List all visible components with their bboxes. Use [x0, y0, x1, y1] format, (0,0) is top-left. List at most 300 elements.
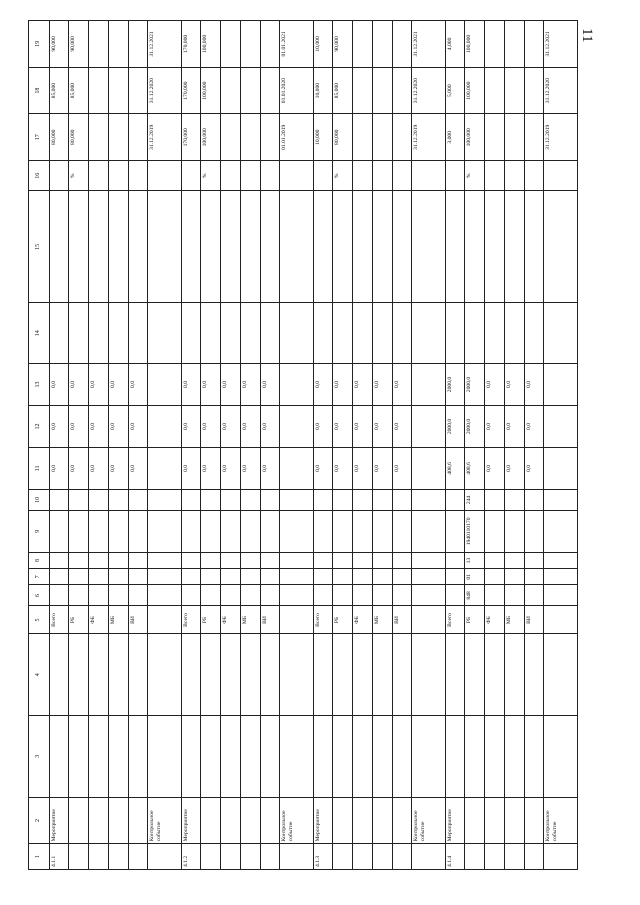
table-cell: 0,0 [69, 364, 89, 406]
table-row [524, 21, 544, 870]
table-cell [372, 191, 392, 303]
table-cell [108, 510, 128, 552]
table-cell [128, 716, 148, 798]
table-cell: 0,0 [128, 447, 148, 489]
table-cell: 170,000 [181, 67, 201, 114]
table-cell [49, 191, 69, 303]
table-cell: МБ [504, 606, 524, 634]
table-cell: 2000,0 [465, 405, 485, 447]
table-cell [504, 510, 524, 552]
table-cell: 85,000 [69, 67, 89, 114]
table-cell [524, 634, 544, 716]
table-cell [260, 114, 280, 161]
table-cell [445, 303, 465, 364]
column-number: 2 [29, 797, 50, 844]
table-cell: 408,6 [445, 447, 465, 489]
table-cell [353, 634, 373, 716]
table-cell: Всего [181, 606, 201, 634]
table-cell: 2000,0 [445, 364, 465, 406]
table-cell [128, 67, 148, 114]
table-cell [280, 585, 313, 606]
table-cell [221, 161, 241, 191]
table-cell [181, 585, 201, 606]
table-row [49, 21, 69, 870]
table-cell [412, 510, 445, 552]
table-cell: 100,000 [465, 67, 485, 114]
table-row [412, 21, 445, 870]
table-cell [465, 303, 485, 364]
table-cell [333, 797, 353, 844]
table-cell [313, 716, 333, 798]
table-cell [181, 191, 201, 303]
table-row [148, 21, 181, 870]
table-cell [392, 569, 412, 585]
table-cell [313, 634, 333, 716]
table-cell: 10,000 [313, 67, 333, 114]
table-row [280, 21, 313, 870]
table-cell [445, 716, 465, 798]
table-cell [108, 552, 128, 568]
table-cell: Контрольное событие [148, 797, 181, 844]
table-cell [544, 844, 578, 870]
table-cell [412, 569, 445, 585]
table-cell: 0,0 [313, 364, 333, 406]
table-cell [260, 797, 280, 844]
table-cell [240, 585, 260, 606]
table-cell [353, 569, 373, 585]
table-cell [221, 569, 241, 585]
table-cell: 0,0 [392, 364, 412, 406]
table-cell: 31.12.2019 [148, 114, 181, 161]
table-cell: Мероприятие [49, 797, 69, 844]
table-cell [372, 161, 392, 191]
table-cell [108, 161, 128, 191]
table-cell [108, 797, 128, 844]
table-cell: ФБ [89, 606, 109, 634]
table-cell: 0,0 [89, 447, 109, 489]
table-cell [260, 716, 280, 798]
table-cell [485, 634, 505, 716]
table-cell [485, 114, 505, 161]
table-cell [485, 552, 505, 568]
table-cell: 0,0 [333, 447, 353, 489]
table-cell [69, 569, 89, 585]
table-cell: 31.12.2021 [544, 21, 578, 68]
table-cell: 0,0 [392, 447, 412, 489]
table-cell [260, 67, 280, 114]
table-cell [221, 510, 241, 552]
column-number: 7 [29, 569, 50, 585]
table-row [465, 21, 485, 870]
table-row [201, 21, 221, 870]
table-cell [313, 161, 333, 191]
table-row [544, 21, 578, 870]
table-cell [240, 191, 260, 303]
table-cell [372, 634, 392, 716]
table-cell [353, 716, 373, 798]
rotated-table-wrapper [28, 20, 578, 870]
table-cell: 100,000 [201, 67, 221, 114]
table-cell [181, 634, 201, 716]
table-cell [333, 585, 353, 606]
table-cell [392, 21, 412, 68]
table-cell [240, 21, 260, 68]
column-number: 6 [29, 585, 50, 606]
table-cell [69, 844, 89, 870]
table-cell [221, 67, 241, 114]
table-cell: 0,0 [504, 364, 524, 406]
table-cell: 0,0 [221, 405, 241, 447]
table-cell: 0,0 [260, 447, 280, 489]
table-cell [221, 844, 241, 870]
table-cell [49, 634, 69, 716]
table-cell [148, 552, 181, 568]
column-number-row [29, 21, 50, 870]
column-number: 17 [29, 114, 50, 161]
table-cell [128, 510, 148, 552]
table-cell [353, 797, 373, 844]
column-number: 15 [29, 191, 50, 303]
table-cell: 1940110170 [465, 510, 485, 552]
table-cell [313, 510, 333, 552]
table-cell [524, 191, 544, 303]
table-cell: ВИ [260, 606, 280, 634]
table-cell [412, 364, 445, 406]
table-cell: ВИ [524, 606, 544, 634]
table-cell [89, 844, 109, 870]
table-cell [485, 510, 505, 552]
table-cell [148, 364, 181, 406]
table-cell [445, 552, 465, 568]
table-cell: 0,0 [504, 447, 524, 489]
table-cell [412, 585, 445, 606]
table-cell [201, 844, 221, 870]
table-cell: 10,000 [313, 21, 333, 68]
column-number: 11 [29, 447, 50, 489]
table-cell [240, 114, 260, 161]
table-cell: 0,0 [49, 405, 69, 447]
table-cell [221, 716, 241, 798]
table-cell: 4.1.4 [445, 844, 465, 870]
table-cell [465, 191, 485, 303]
table-cell [313, 585, 333, 606]
table-row [504, 21, 524, 870]
table-cell: 0,0 [372, 364, 392, 406]
table-cell: 0,0 [221, 447, 241, 489]
table-cell [392, 114, 412, 161]
table-cell [372, 716, 392, 798]
table-cell: % [69, 161, 89, 191]
column-number: 19 [29, 21, 50, 68]
column-number: 3 [29, 716, 50, 798]
table-cell [49, 510, 69, 552]
table-cell [148, 447, 181, 489]
table-cell [108, 716, 128, 798]
table-cell: 0,0 [128, 364, 148, 406]
table-cell [504, 797, 524, 844]
table-cell: 0,0 [313, 447, 333, 489]
table-row [108, 21, 128, 870]
table-cell [392, 797, 412, 844]
table-cell: Контрольное событие [544, 797, 578, 844]
table-cell: 10,000 [313, 114, 333, 161]
table-row [313, 21, 333, 870]
table-cell [544, 447, 578, 489]
table-cell [544, 510, 578, 552]
table-cell [544, 405, 578, 447]
table-cell [240, 552, 260, 568]
table-cell: 0,0 [524, 364, 544, 406]
table-cell [504, 489, 524, 510]
table-cell: 100,000 [465, 114, 485, 161]
table-cell [89, 585, 109, 606]
table-cell: 90,000 [69, 21, 89, 68]
table-cell [353, 21, 373, 68]
table-cell: ФБ [221, 606, 241, 634]
table-cell [89, 569, 109, 585]
table-cell [148, 405, 181, 447]
table-cell: 0,0 [108, 405, 128, 447]
table-cell [221, 191, 241, 303]
table-cell [260, 844, 280, 870]
table-cell: МБ [108, 606, 128, 634]
table-cell [49, 161, 69, 191]
table-cell [280, 606, 313, 634]
table-cell [240, 510, 260, 552]
table-cell [89, 114, 109, 161]
table-cell [221, 114, 241, 161]
table-cell: 100,000 [201, 114, 221, 161]
table-cell [221, 634, 241, 716]
table-cell [333, 191, 353, 303]
table-cell [240, 797, 260, 844]
table-row [485, 21, 505, 870]
table-cell [280, 405, 313, 447]
table-cell: 01.01.2019 [280, 114, 313, 161]
table-cell [445, 191, 465, 303]
table-cell [485, 303, 505, 364]
table-cell: 0,0 [333, 364, 353, 406]
table-cell [201, 552, 221, 568]
table-cell [69, 797, 89, 844]
program-activities-table [28, 20, 578, 870]
table-cell [313, 569, 333, 585]
table-cell: 0,0 [524, 447, 544, 489]
table-row [260, 21, 280, 870]
table-cell: 13 [465, 552, 485, 568]
table-cell [69, 510, 89, 552]
table-cell: 0,0 [69, 405, 89, 447]
table-cell [353, 552, 373, 568]
table-cell [201, 585, 221, 606]
table-cell [445, 489, 465, 510]
table-cell [148, 634, 181, 716]
table-cell [544, 585, 578, 606]
table-cell [412, 303, 445, 364]
table-cell [524, 797, 544, 844]
table-cell: 31.12.2021 [148, 21, 181, 68]
table-cell [524, 716, 544, 798]
table-cell [412, 447, 445, 489]
table-cell [445, 510, 465, 552]
table-cell: 100,000 [465, 21, 485, 68]
table-row [240, 21, 260, 870]
table-cell [201, 303, 221, 364]
table-cell [485, 797, 505, 844]
table-cell [353, 510, 373, 552]
table-cell [280, 364, 313, 406]
table-cell [181, 489, 201, 510]
table-cell: 0,0 [108, 447, 128, 489]
table-cell [128, 114, 148, 161]
table-cell [108, 114, 128, 161]
table-cell: 0,0 [49, 447, 69, 489]
table-cell [524, 510, 544, 552]
table-cell [504, 114, 524, 161]
table-cell: 0,0 [353, 364, 373, 406]
table-cell: 0,0 [128, 405, 148, 447]
table-cell: 0,0 [260, 405, 280, 447]
table-cell [544, 552, 578, 568]
table-cell [524, 489, 544, 510]
table-cell [128, 161, 148, 191]
table-cell [69, 303, 89, 364]
table-cell [504, 21, 524, 68]
table-cell [148, 489, 181, 510]
table-cell [504, 191, 524, 303]
table-cell [524, 161, 544, 191]
table-cell [544, 191, 578, 303]
table-cell [524, 67, 544, 114]
table-cell: ФБ [353, 606, 373, 634]
table-cell [465, 634, 485, 716]
table-cell: 848 [465, 585, 485, 606]
table-cell [372, 510, 392, 552]
table-cell [89, 67, 109, 114]
table-cell: % [465, 161, 485, 191]
table-row [333, 21, 353, 870]
table-cell: 85,000 [333, 67, 353, 114]
table-cell [392, 844, 412, 870]
table-cell [108, 489, 128, 510]
table-cell [201, 716, 221, 798]
table-cell [240, 569, 260, 585]
table-cell [485, 569, 505, 585]
table-cell [108, 634, 128, 716]
table-cell [89, 797, 109, 844]
table-cell [49, 585, 69, 606]
table-cell [392, 510, 412, 552]
table-cell [260, 634, 280, 716]
table-cell [392, 634, 412, 716]
table-row [445, 21, 465, 870]
table-cell: 0,0 [485, 364, 505, 406]
table-cell [49, 489, 69, 510]
table-cell: 0,0 [313, 405, 333, 447]
table-row [69, 21, 89, 870]
table-cell: 0,0 [372, 447, 392, 489]
table-cell [544, 569, 578, 585]
table-cell [485, 489, 505, 510]
table-cell [280, 510, 313, 552]
table-cell [221, 552, 241, 568]
table-cell: Контрольное событие [412, 797, 445, 844]
table-cell [313, 303, 333, 364]
table-cell: 90,000 [49, 21, 69, 68]
table-cell: 4,000 [445, 21, 465, 68]
table-cell [181, 303, 201, 364]
table-cell [260, 510, 280, 552]
table-cell [333, 510, 353, 552]
table-cell [128, 191, 148, 303]
table-cell [445, 585, 465, 606]
table-cell [524, 844, 544, 870]
table-cell: 0,0 [392, 405, 412, 447]
table-cell: 0,0 [353, 405, 373, 447]
table-cell: 0,0 [221, 364, 241, 406]
column-number: 8 [29, 552, 50, 568]
table-cell: 31.12.2020 [148, 67, 181, 114]
table-cell [392, 161, 412, 191]
table-cell [201, 797, 221, 844]
table-cell [504, 634, 524, 716]
column-number: 16 [29, 161, 50, 191]
table-cell [148, 303, 181, 364]
table-cell: 0,0 [504, 405, 524, 447]
table-cell [280, 161, 313, 191]
table-cell [260, 191, 280, 303]
table-cell [392, 716, 412, 798]
table-cell [280, 447, 313, 489]
table-cell [544, 364, 578, 406]
table-cell: 100,000 [201, 21, 221, 68]
table-cell [412, 552, 445, 568]
table-cell: 01.01.2021 [280, 21, 313, 68]
table-cell: Всего [49, 606, 69, 634]
table-cell [89, 191, 109, 303]
table-cell: 0,0 [240, 405, 260, 447]
table-cell [49, 303, 69, 364]
table-cell [313, 191, 333, 303]
table-cell [240, 303, 260, 364]
column-number: 1 [29, 844, 50, 870]
table-cell: 3,000 [445, 114, 465, 161]
table-cell [280, 552, 313, 568]
table-cell [544, 489, 578, 510]
table-cell [181, 510, 201, 552]
table-cell [108, 67, 128, 114]
table-cell [108, 21, 128, 68]
table-row [128, 21, 148, 870]
table-cell [148, 844, 181, 870]
table-cell [504, 716, 524, 798]
table-cell: 0,0 [260, 364, 280, 406]
column-number: 18 [29, 67, 50, 114]
table-cell [412, 161, 445, 191]
table-cell: 0,0 [485, 447, 505, 489]
table-cell [280, 303, 313, 364]
table-cell [372, 552, 392, 568]
table-cell [412, 489, 445, 510]
table-cell [108, 303, 128, 364]
table-cell: 90,000 [333, 21, 353, 68]
table-cell [128, 489, 148, 510]
column-number: 5 [29, 606, 50, 634]
table-cell: 0,0 [240, 447, 260, 489]
table-cell [201, 510, 221, 552]
table-cell [69, 585, 89, 606]
table-cell: 0,0 [201, 447, 221, 489]
